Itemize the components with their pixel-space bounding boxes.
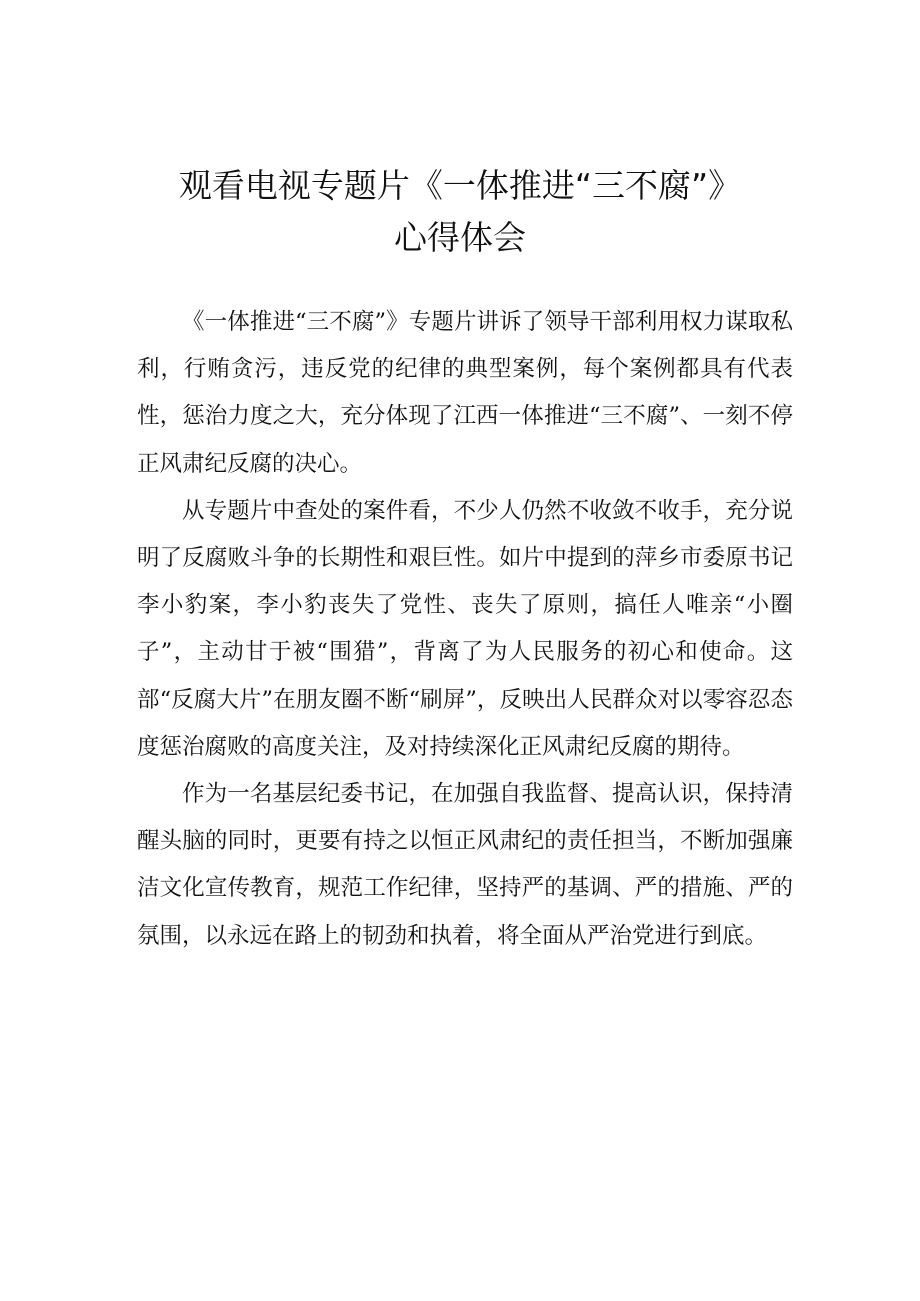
document-body bbox=[137, 299, 793, 960]
document-title-line-2: 心得体会 bbox=[394, 218, 526, 257]
document-title-line-1: 观看电视专题片《一体推进“三不腐”》 bbox=[178, 166, 742, 205]
body-paragraph-1: 《一体推进“三不腐”》专题片讲诉了领导干部利用权力谋取私利，行贿贪污，违反党的纪律的典型案例，每个案例都具有代表性，惩治力度之大，充分体现了江西一体推进“三不腐”、一刻不停正风肃纪反腐的决心。 bbox=[137, 309, 793, 477]
body-paragraph-3: 作为一名基层纪委书记，在加强自我监督、提高认识，保持清醒头脑的同时，更要有持之以恒正风肃纪的责任担当，不断加强廉洁文化宣传教育，规范工作纪律，坚持严的基调、严的措施、严的氛围，以永远在路上的韧劲和执着，将全面从严治党进行到底。 bbox=[137, 781, 793, 949]
body-paragraph-2: 从专题片中查处的案件看，不少人仍然不收敛不收手，充分说明了反腐败斗争的长期性和艰巨性。如片中提到的萍乡市委原书记李小豹案，李小豹丧失了党性、丧失了原则，搞任人唯亲“小圈子”，主动甘于被“围猎”，背离了为人民服务的初心和使命。这部“反腐大片”在朋友圈不断“刷屏”，反映出人民群众对以零容忍态度惩治腐败的高度关注，及对持续深化正风肃纪反腐的期待。 bbox=[137, 497, 793, 760]
